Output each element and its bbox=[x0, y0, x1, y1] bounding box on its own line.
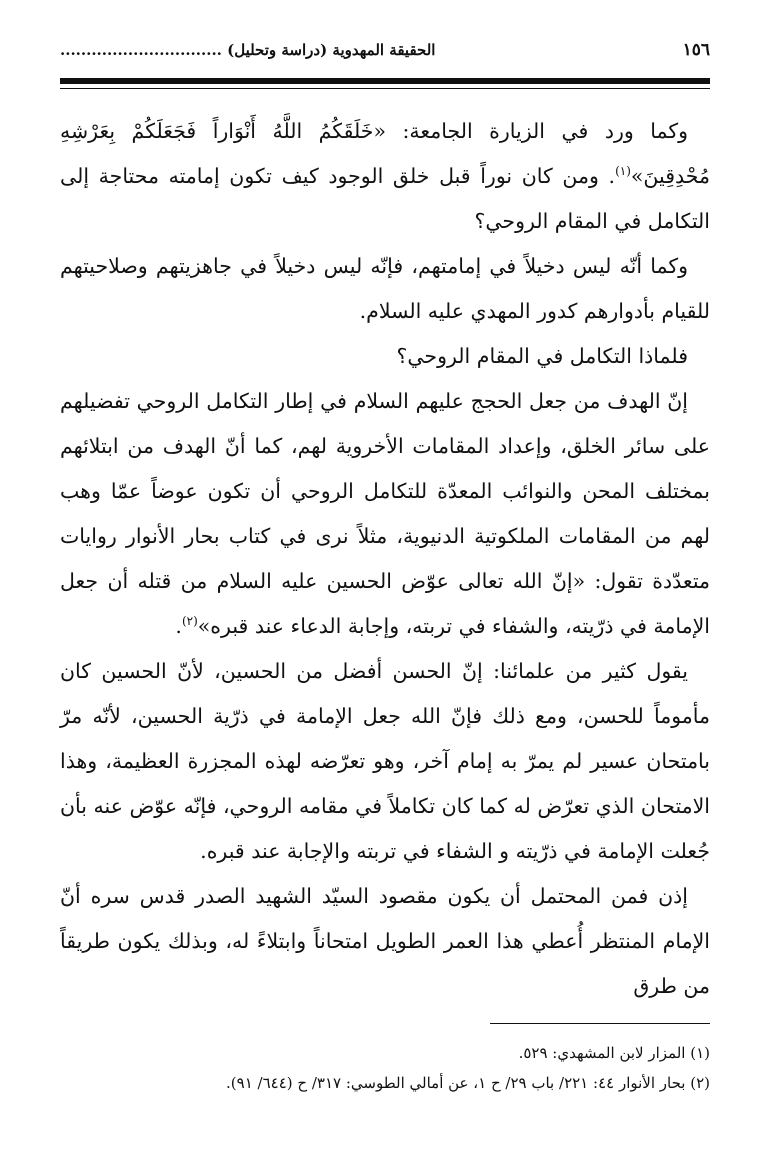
paragraph bbox=[60, 379, 710, 649]
paragraph-text: إنّ الهدف من جعل الحجج عليهم السلام في إطار التكامل الروحي تفضيلهم على سائر الخلق، وإعداد المقامات الأخروية لهم، كما أنّ الهدف من ابتلائهم بمختلف المحن والنوائب المعدّة للتكامل الروحي أن تكون عوضاً عمّا وهب لهم من المقامات الملكوتية الدنيوية، مثلاً نرى في كتاب بحار الأنوار روايات متعدّدة تقول: «إنّ الله تعالى عوّض الحسين عليه السلام من قتله أن جعل الإمامة في ذرّيته، والشفاء في تربته، وإجابة الدعاء عند قبره» bbox=[60, 389, 710, 638]
footnote-ref: (١) bbox=[615, 164, 631, 179]
document-page bbox=[60, 40, 710, 1098]
paragraph-text: . ومن كان نوراً قبل خلق الوجود كيف تكون إمامته محتاجة إلى التكامل في المقام الروحي؟ bbox=[60, 164, 710, 233]
paragraph-text: . bbox=[175, 614, 182, 638]
page-number: ١٥٦ bbox=[682, 40, 710, 60]
footnote: (٢) بحار الأنوار ٤٤: ٢٢١/ باب ٢٩/ ح ١، عن أمالي الطوسي: ٣١٧/ ح (٦٤٤/ ٩١). bbox=[226, 1074, 710, 1092]
footnote-ref: (٢) bbox=[181, 614, 198, 629]
question-heading: فلماذا التكامل في المقام الروحي؟ bbox=[396, 344, 688, 368]
paragraph: وكما أنّه ليس دخيلاً في إمامتهم، فإنّه ليس دخيلاً في جاهزيتهم وصلاحيتهم للقيام بأدوارهم كدور المهدي عليه السلام. bbox=[60, 254, 710, 323]
paragraph-text: وكما ورد في الزيارة الجامعة: «خَلَقَكُمُ اللَّهُ أَنْوَاراً فَجَعَلَكُمْ بِعَرْشِهِ مُحْدِقِينَ» bbox=[60, 119, 710, 188]
footnote-separator bbox=[490, 1023, 710, 1024]
header-rule-thin bbox=[60, 88, 710, 89]
running-header bbox=[60, 40, 710, 72]
running-title: الحقيقة المهدوية (دراسة وتحليل) ............................... bbox=[60, 41, 436, 59]
paragraph: إذن فمن المحتمل أن يكون مقصود السيّد الشهيد الصدر قدس سره أنّ الإمام المنتظر أُعطي هذا العمر الطويل امتحاناً وابتلاءً له، وبذلك يكون طريقاً من طرق bbox=[60, 884, 710, 998]
paragraph bbox=[60, 109, 710, 244]
paragraph: يقول كثير من علمائنا: إنّ الحسن أفضل من الحسين، لأنّ الحسين كان مأموماً للحسن، ومع ذلك فإنّ الله جعل الإمامة في ذرّية الحسين، لأنّه مرّ بامتحان عسير لم يمرّ به إمام آخر، وهو تعرّضه لهذه المجزرة العظيمة، وهذا الامتحان الذي تعرّض له كما كان تكاملاً في مقامه الروحي، فإنّه عوّض عنه بأن جُعلت الإمامة في ذرّيته و الشفاء في تربته والإجابة عند قبره. bbox=[60, 659, 710, 863]
header-rule-thick bbox=[60, 78, 710, 84]
footnotes bbox=[60, 1038, 710, 1098]
body-text bbox=[60, 109, 710, 1009]
footnote: (١) المزار لابن المشهدي: ٥٢٩. bbox=[518, 1044, 710, 1062]
